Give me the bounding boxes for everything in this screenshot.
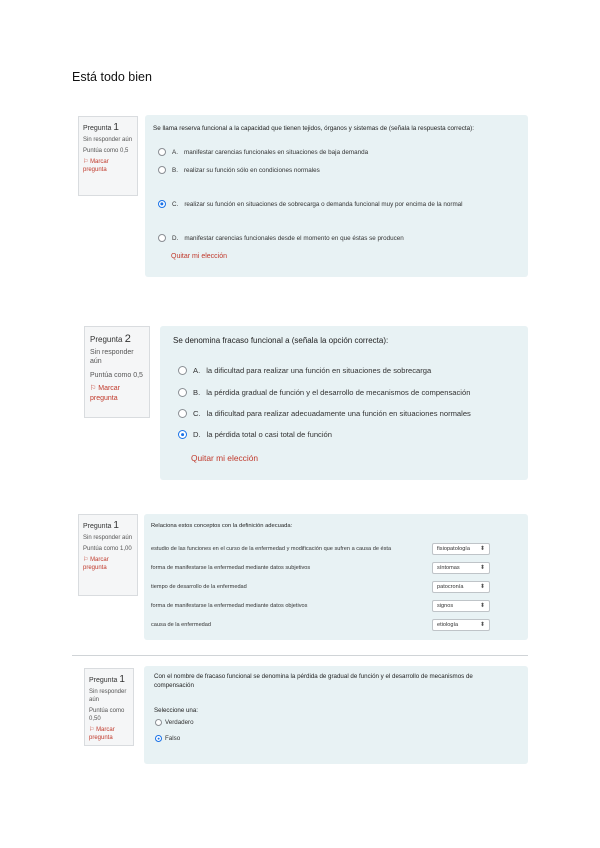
answer-option[interactable]: B. la pérdida gradual de función y el desarrollo de mecanismos de compensación — [178, 388, 470, 397]
answer-option[interactable]: C. la dificultad para realizar adecuadamente una función en situaciones normales — [178, 409, 471, 418]
match-row-text: forma de manifestarse la enfermedad mediante datos objetivos — [151, 603, 308, 609]
clear-choice-link[interactable]: Quitar mi elección — [171, 253, 228, 260]
question-label: Pregunta — [83, 523, 112, 530]
question-number: 1 — [113, 122, 119, 133]
page-title: Está todo bien — [72, 70, 152, 84]
flag-question-link[interactable]: ⚐ Marcar pregunta — [83, 557, 109, 572]
match-select[interactable]: signos ⬍ — [432, 600, 490, 612]
match-row-text: forma de manifestarse la enfermedad mediante datos subjetivos — [151, 565, 311, 571]
question-number: 1 — [113, 520, 119, 531]
select-one-label: Seleccione una: — [154, 707, 199, 714]
flag-icon: ⚐ — [90, 385, 97, 393]
question-points: Puntúa como 0,50 — [89, 708, 125, 723]
question-text: Con el nombre de fracaso funcional se denomina la pérdida de gradual de función y el desarrollo de mecanismos de compensación — [154, 673, 473, 689]
match-select[interactable]: etiología ⬍ — [432, 619, 490, 631]
question-number: 2 — [124, 333, 131, 345]
match-select[interactable]: fisiopatología ⬍ — [432, 543, 490, 555]
answer-option[interactable]: Falso — [155, 735, 180, 742]
radio-button[interactable] — [178, 388, 187, 397]
question-info — [78, 116, 138, 196]
question-info — [84, 326, 150, 418]
radio-button-checked[interactable] — [158, 200, 166, 208]
question-content — [145, 115, 528, 277]
match-select[interactable]: patocronía ⬍ — [432, 581, 490, 593]
question-content — [160, 326, 528, 480]
flag-icon: ⚐ — [89, 727, 95, 734]
updown-arrow-icon: ⬍ — [479, 565, 485, 571]
flag-question-link[interactable]: ⚐ Marcar pregunta — [90, 385, 121, 402]
question-status: Sin responder aún — [83, 137, 133, 143]
radio-button[interactable] — [178, 366, 187, 375]
flag-question-link[interactable]: ⚐ Marcar pregunta — [83, 159, 109, 174]
question-points: Puntúa como 0,5 — [90, 371, 143, 379]
match-select[interactable]: síntomas ⬍ — [432, 562, 490, 574]
radio-button[interactable] — [158, 148, 166, 156]
question-text: Se llama reserva funcional a la capacidad que tienen tejidos, órganos y sistemas de (señala la respuesta correcta): — [153, 125, 474, 132]
question-content — [144, 666, 528, 764]
match-row-text: causa de la enfermedad — [151, 622, 212, 628]
flag-icon: ⚐ — [83, 159, 89, 166]
radio-button[interactable] — [178, 409, 187, 418]
question-info — [84, 668, 134, 746]
question-status: Sin responder aún — [90, 349, 134, 366]
answer-option[interactable]: D. manifestar carencias funcionales desde el momento en que éstas se producen — [158, 234, 404, 242]
question-label: Pregunta — [83, 125, 112, 132]
question-label: Pregunta — [89, 677, 118, 684]
answer-option[interactable]: Verdadero — [155, 719, 194, 726]
updown-arrow-icon: ⬍ — [479, 622, 485, 628]
match-row-text: estudio de las funciones en el curso de la enfermedad y modificación que sufren a causa de ésta — [151, 546, 392, 552]
clear-choice-link[interactable]: Quitar mi elección — [191, 453, 259, 463]
answer-option[interactable]: A. la dificultad para realizar una función en situaciones de sobrecarga — [178, 366, 431, 375]
question-label: Pregunta — [90, 335, 123, 344]
answer-option[interactable]: D. la pérdida total o casi total de función — [178, 430, 332, 439]
flag-question-link[interactable]: ⚐ Marcar pregunta — [89, 727, 115, 742]
radio-button[interactable] — [155, 719, 162, 726]
question-number: 1 — [119, 674, 125, 685]
question-points: Puntúa como 0,5 — [83, 148, 129, 155]
updown-arrow-icon: ⬍ — [479, 546, 485, 552]
updown-arrow-icon: ⬍ — [479, 603, 485, 609]
question-points: Puntúa como 1,00 — [83, 546, 132, 553]
updown-arrow-icon: ⬍ — [479, 584, 485, 590]
question-info — [78, 514, 138, 596]
radio-button[interactable] — [158, 166, 166, 174]
answer-option[interactable]: B. realizar su función sólo en condiciones normales — [158, 166, 320, 174]
answer-option[interactable]: A. manifestar carencias funcionales en situaciones de baja demanda — [158, 148, 368, 156]
question-status: Sin responder aún — [89, 689, 127, 704]
divider — [72, 655, 528, 656]
radio-button[interactable] — [158, 234, 166, 242]
question-status: Sin responder aún — [83, 535, 133, 541]
answer-option[interactable]: C. realizar su función en situaciones de sobrecarga o demanda funcional muy por encima de la normal — [158, 200, 463, 208]
radio-button-checked[interactable] — [155, 735, 162, 742]
question-text: Se denomina fracaso funcional a (señala la opción correcta): — [173, 336, 389, 345]
flag-icon: ⚐ — [83, 557, 89, 564]
radio-button-checked[interactable] — [178, 430, 187, 439]
question-text: Relaciona estos conceptos con la definición adecuada: — [151, 523, 293, 529]
match-row-text: tiempo de desarrollo de la enfermedad — [151, 584, 247, 590]
